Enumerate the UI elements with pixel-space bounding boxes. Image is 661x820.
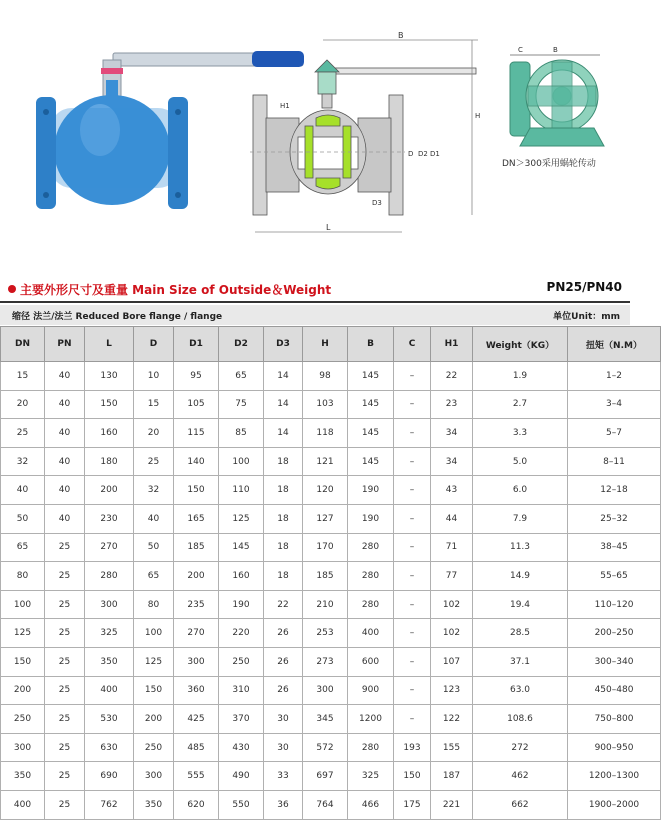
table-cell: 50	[134, 533, 174, 562]
table-cell: 103	[303, 390, 348, 419]
table-cell: 105	[174, 390, 219, 419]
dim-label-d: D	[408, 150, 414, 158]
table-row	[1, 590, 661, 619]
dim-label-l: L	[326, 223, 331, 232]
table-cell: 350	[134, 790, 174, 819]
subtitle-bar	[0, 305, 630, 325]
table-row	[1, 562, 661, 591]
table-cell: 900	[348, 676, 394, 705]
column-header: L	[85, 327, 134, 362]
table-cell: 18	[264, 562, 303, 591]
table-cell: 490	[219, 762, 264, 791]
table-cell: 190	[219, 590, 264, 619]
table-cell: 750–800	[568, 705, 661, 734]
table-cell: 40	[45, 504, 85, 533]
table-cell: 22	[431, 362, 473, 391]
table-cell: 100	[219, 447, 264, 476]
table-cell: 20	[1, 390, 45, 419]
table-cell: 250	[219, 647, 264, 676]
table-cell: 485	[174, 733, 219, 762]
table-row	[1, 676, 661, 705]
table-row	[1, 705, 661, 734]
valve-figures	[0, 0, 630, 265]
table-row	[1, 790, 661, 819]
column-header: PN	[45, 327, 85, 362]
column-header: B	[348, 327, 394, 362]
table-cell: 690	[85, 762, 134, 791]
table-cell: 300	[1, 733, 45, 762]
table-cell: –	[394, 362, 431, 391]
table-cell: 145	[348, 419, 394, 448]
table-cell: 1–2	[568, 362, 661, 391]
table-cell: 280	[348, 733, 394, 762]
title-divider	[0, 301, 630, 303]
table-cell: 18	[264, 533, 303, 562]
table-cell: 127	[303, 504, 348, 533]
table-cell: 20	[134, 419, 174, 448]
table-cell: 8–11	[568, 447, 661, 476]
table-cell: 25	[45, 790, 85, 819]
worm-gear-caption: DN＞300采用蜗轮传动	[502, 159, 596, 169]
table-row	[1, 733, 661, 762]
table-cell: 300	[134, 762, 174, 791]
table-cell: 3.3	[473, 419, 568, 448]
table-cell: 280	[348, 590, 394, 619]
table-cell: 15	[134, 390, 174, 419]
table-cell: 150	[85, 390, 134, 419]
table-cell: –	[394, 619, 431, 648]
table-cell: 25	[45, 676, 85, 705]
table-cell: 145	[348, 390, 394, 419]
table-cell: 250	[134, 733, 174, 762]
table-cell: 272	[473, 733, 568, 762]
bore-type-label: 缩径 法兰/法兰 Reduced Bore flange / flange	[12, 312, 223, 322]
table-row	[1, 619, 661, 648]
table-cell: 200–250	[568, 619, 661, 648]
table-row	[1, 533, 661, 562]
table-body	[1, 362, 661, 820]
table-cell: –	[394, 533, 431, 562]
table-cell: 5–7	[568, 419, 661, 448]
table-cell: 40	[45, 476, 85, 505]
table-cell: –	[394, 447, 431, 476]
table-cell: 100	[1, 590, 45, 619]
table-header-row	[1, 327, 661, 362]
table-cell: 360	[174, 676, 219, 705]
table-cell: 125	[219, 504, 264, 533]
table-cell: 122	[431, 705, 473, 734]
table-cell: –	[394, 647, 431, 676]
table-cell: 155	[431, 733, 473, 762]
table-cell: 466	[348, 790, 394, 819]
table-cell: 230	[85, 504, 134, 533]
table-cell: 77	[431, 562, 473, 591]
table-cell: 63.0	[473, 676, 568, 705]
table-cell: 270	[174, 619, 219, 648]
table-cell: 123	[431, 676, 473, 705]
table-cell: 190	[348, 476, 394, 505]
table-cell: 25	[45, 590, 85, 619]
table-cell: 300–340	[568, 647, 661, 676]
table-cell: 25	[45, 647, 85, 676]
table-row	[1, 504, 661, 533]
table-cell: 65	[1, 533, 45, 562]
table-cell: 130	[85, 362, 134, 391]
table-cell: 200	[134, 705, 174, 734]
dim-label-b: B	[398, 31, 404, 40]
table-cell: 150	[134, 676, 174, 705]
table-cell: 85	[219, 419, 264, 448]
table-cell: 25	[45, 762, 85, 791]
gearbox-drawing	[510, 46, 604, 146]
column-header: Weight（KG）	[473, 327, 568, 362]
table-cell: 145	[348, 362, 394, 391]
table-cell: 25	[134, 447, 174, 476]
table-cell: 11.3	[473, 533, 568, 562]
table-cell: 270	[85, 533, 134, 562]
table-cell: 310	[219, 676, 264, 705]
table-cell: 40	[45, 447, 85, 476]
table-cell: 165	[174, 504, 219, 533]
table-cell: 200	[174, 562, 219, 591]
table-cell: 40	[45, 390, 85, 419]
table-row	[1, 362, 661, 391]
table-cell: 10	[134, 362, 174, 391]
table-cell: 18	[264, 504, 303, 533]
table-cell: 280	[348, 562, 394, 591]
table-row	[1, 390, 661, 419]
table-cell: 65	[134, 562, 174, 591]
dim-label-d3: D3	[372, 199, 382, 207]
table-cell: 110	[219, 476, 264, 505]
table-cell: 22	[264, 590, 303, 619]
table-cell: 28.5	[473, 619, 568, 648]
table-cell: 400	[1, 790, 45, 819]
table-cell: 5.0	[473, 447, 568, 476]
table-cell: 187	[431, 762, 473, 791]
table-row	[1, 762, 661, 791]
table-cell: 160	[219, 562, 264, 591]
table-cell: 71	[431, 533, 473, 562]
column-header: H1	[431, 327, 473, 362]
table-cell: 450–480	[568, 676, 661, 705]
table-cell: 400	[348, 619, 394, 648]
table-cell: 14.9	[473, 562, 568, 591]
table-cell: 43	[431, 476, 473, 505]
table-cell: 662	[473, 790, 568, 819]
dimensions-table	[0, 326, 661, 820]
table-cell: 273	[303, 647, 348, 676]
table-cell: 107	[431, 647, 473, 676]
table-cell: 14	[264, 419, 303, 448]
table-cell: 140	[174, 447, 219, 476]
table-cell: 200	[1, 676, 45, 705]
dim-label-b2: B	[553, 46, 558, 54]
table-row	[1, 647, 661, 676]
table-cell: 25	[1, 419, 45, 448]
table-cell: 19.4	[473, 590, 568, 619]
table-cell: 102	[431, 590, 473, 619]
table-cell: 25	[45, 705, 85, 734]
table-cell: 350	[1, 762, 45, 791]
table-cell: 3–4	[568, 390, 661, 419]
table-cell: 37.1	[473, 647, 568, 676]
table-cell: 25	[45, 562, 85, 591]
table-cell: –	[394, 390, 431, 419]
table-cell: 190	[348, 504, 394, 533]
table-cell: 300	[174, 647, 219, 676]
table-cell: 600	[348, 647, 394, 676]
table-cell: 1.9	[473, 362, 568, 391]
table-cell: 30	[264, 733, 303, 762]
table-cell: 185	[174, 533, 219, 562]
table-cell: 26	[264, 647, 303, 676]
table-cell: –	[394, 705, 431, 734]
table-cell: 235	[174, 590, 219, 619]
column-header: D	[134, 327, 174, 362]
table-cell: 125	[1, 619, 45, 648]
column-header: D1	[174, 327, 219, 362]
table-cell: 40	[45, 362, 85, 391]
table-cell: 253	[303, 619, 348, 648]
table-cell: 32	[1, 447, 45, 476]
table-cell: 462	[473, 762, 568, 791]
column-header: H	[303, 327, 348, 362]
table-cell: 430	[219, 733, 264, 762]
table-cell: 34	[431, 447, 473, 476]
table-cell: 145	[219, 533, 264, 562]
unit-label: 单位Unit：mm	[553, 312, 620, 322]
table-cell: 370	[219, 705, 264, 734]
table-cell: 65	[219, 362, 264, 391]
table-cell: 33	[264, 762, 303, 791]
table-cell: 32	[134, 476, 174, 505]
section-title: 主要外形尺寸及重量 Main Size of Outside＆Weight	[20, 283, 332, 297]
table-cell: 95	[174, 362, 219, 391]
table-cell: 98	[303, 362, 348, 391]
table-cell: 18	[264, 476, 303, 505]
table-cell: 145	[348, 447, 394, 476]
table-cell: 210	[303, 590, 348, 619]
dim-label-d1: D1	[430, 150, 440, 158]
table-cell: 200	[85, 476, 134, 505]
table-cell: 160	[85, 419, 134, 448]
table-cell: 550	[219, 790, 264, 819]
table-cell: 55–65	[568, 562, 661, 591]
column-header: D3	[264, 327, 303, 362]
table-cell: 14	[264, 362, 303, 391]
table-cell: 697	[303, 762, 348, 791]
table-cell: 102	[431, 619, 473, 648]
table-cell: 34	[431, 419, 473, 448]
table-cell: 180	[85, 447, 134, 476]
table-cell: 572	[303, 733, 348, 762]
table-cell: –	[394, 476, 431, 505]
table-cell: 325	[85, 619, 134, 648]
column-header: C	[394, 327, 431, 362]
table-cell: 26	[264, 619, 303, 648]
table-cell: 175	[394, 790, 431, 819]
table-cell: 15	[1, 362, 45, 391]
table-cell: 26	[264, 676, 303, 705]
table-cell: 250	[1, 705, 45, 734]
table-cell: 193	[394, 733, 431, 762]
table-cell: 75	[219, 390, 264, 419]
column-header: DN	[1, 327, 45, 362]
table-cell: 40	[1, 476, 45, 505]
dim-label-h: H	[475, 112, 481, 120]
table-cell: 2.7	[473, 390, 568, 419]
bullet-icon	[8, 285, 16, 293]
table-cell: 50	[1, 504, 45, 533]
table-cell: 280	[85, 562, 134, 591]
table-cell: 345	[303, 705, 348, 734]
table-cell: 40	[134, 504, 174, 533]
table-cell: 12–18	[568, 476, 661, 505]
table-row	[1, 447, 661, 476]
table-header	[1, 327, 661, 362]
table-cell: 110–120	[568, 590, 661, 619]
table-cell: –	[394, 676, 431, 705]
table-cell: 115	[174, 419, 219, 448]
table-cell: 25	[45, 533, 85, 562]
pressure-rating: PN25/PN40	[546, 280, 622, 294]
table-cell: 150	[1, 647, 45, 676]
table-cell: 25–32	[568, 504, 661, 533]
table-cell: 14	[264, 390, 303, 419]
table-cell: 400	[85, 676, 134, 705]
table-cell: 325	[348, 762, 394, 791]
table-cell: 764	[303, 790, 348, 819]
table-cell: 18	[264, 447, 303, 476]
table-cell: 630	[85, 733, 134, 762]
table-cell: –	[394, 590, 431, 619]
table-cell: 280	[348, 533, 394, 562]
table-row	[1, 476, 661, 505]
table-cell: 118	[303, 419, 348, 448]
table-cell: 1200	[348, 705, 394, 734]
table-cell: 150	[394, 762, 431, 791]
table-cell: –	[394, 562, 431, 591]
table-cell: 221	[431, 790, 473, 819]
dim-label-c: C	[518, 46, 523, 54]
table-cell: 620	[174, 790, 219, 819]
table-cell: 1200–1300	[568, 762, 661, 791]
table-cell: 120	[303, 476, 348, 505]
table-cell: 6.0	[473, 476, 568, 505]
section-title-row	[8, 280, 624, 300]
table-cell: 23	[431, 390, 473, 419]
column-header: D2	[219, 327, 264, 362]
table-cell: 762	[85, 790, 134, 819]
dim-label-d2: D2	[418, 150, 428, 158]
table-cell: 80	[1, 562, 45, 591]
table-cell: 350	[85, 647, 134, 676]
table-cell: 900–950	[568, 733, 661, 762]
table-cell: 555	[174, 762, 219, 791]
table-cell: 150	[174, 476, 219, 505]
table-cell: 220	[219, 619, 264, 648]
table-cell: 170	[303, 533, 348, 562]
table-cell: 100	[134, 619, 174, 648]
column-header: 扭矩（N.M）	[568, 327, 661, 362]
table-cell: 30	[264, 705, 303, 734]
table-cell: 121	[303, 447, 348, 476]
table-cell: 7.9	[473, 504, 568, 533]
table-cell: 300	[303, 676, 348, 705]
table-cell: 125	[134, 647, 174, 676]
table-cell: 25	[45, 619, 85, 648]
table-cell: 108.6	[473, 705, 568, 734]
table-cell: 425	[174, 705, 219, 734]
table-cell: –	[394, 504, 431, 533]
table-cell: 36	[264, 790, 303, 819]
dim-label-h1: H1	[280, 102, 290, 110]
table-cell: 40	[45, 419, 85, 448]
table-cell: 300	[85, 590, 134, 619]
table-row	[1, 419, 661, 448]
table-cell: 530	[85, 705, 134, 734]
table-cell: 44	[431, 504, 473, 533]
table-cell: –	[394, 419, 431, 448]
table-cell: 1900–2000	[568, 790, 661, 819]
table-cell: 185	[303, 562, 348, 591]
table-cell: 80	[134, 590, 174, 619]
table-cell: 38–45	[568, 533, 661, 562]
table-cell: 25	[45, 733, 85, 762]
